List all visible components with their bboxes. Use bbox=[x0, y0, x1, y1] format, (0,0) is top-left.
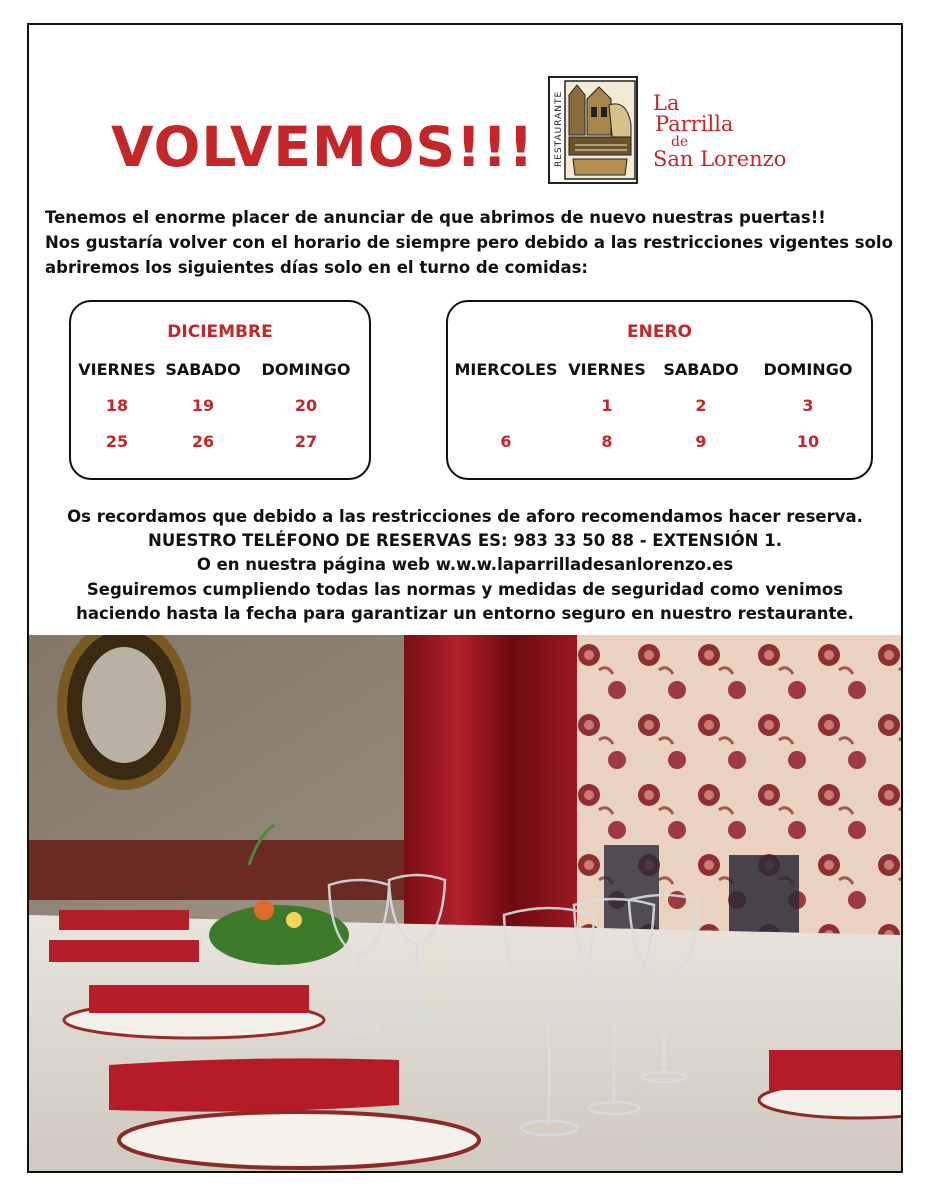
calendar-grid-december bbox=[74, 360, 369, 454]
date-cell: 2 bbox=[695, 396, 707, 415]
weekday-label: VIERNES bbox=[78, 360, 156, 379]
notes-line-1: Os recordamos que debido a las restricciones de aforo recomendamos hacer reserva. bbox=[67, 507, 863, 526]
date-cell: 26 bbox=[191, 432, 215, 451]
date-cell: 18 bbox=[105, 396, 129, 415]
date-cell: 27 bbox=[294, 432, 318, 451]
logo-emblem bbox=[547, 75, 643, 185]
weekday-label: DOMINGO bbox=[261, 360, 351, 379]
calendar-grid-january bbox=[451, 360, 871, 454]
reservation-notes bbox=[29, 505, 901, 626]
logo-line-de: de bbox=[671, 134, 689, 150]
weekday-label: SABADO bbox=[663, 360, 739, 379]
intro-line-2: Nos gustaría volver con el horario de siempre pero debido a las restricciones vigentes solo abriremos los siguientes días solo en el turno de comidas: bbox=[45, 233, 893, 277]
logo-wordmark bbox=[653, 93, 786, 170]
date-cell: 10 bbox=[796, 432, 820, 451]
date-cell: 9 bbox=[695, 432, 707, 451]
intro-text bbox=[45, 205, 895, 280]
headline: VOLVEMOS!!! bbox=[111, 115, 535, 179]
month-title-january: ENERO bbox=[627, 322, 692, 342]
month-title-december: DICIEMBRE bbox=[167, 322, 273, 342]
reservation-phone: NUESTRO TELÉFONO DE RESERVAS ES: 983 33 50 88 - EXTENSIÓN 1. bbox=[148, 531, 782, 551]
calendar-january bbox=[446, 300, 873, 480]
weekday-label: VIERNES bbox=[568, 360, 646, 379]
date-cell: 25 bbox=[105, 432, 129, 451]
date-cell bbox=[451, 396, 561, 418]
notes-line-5: haciendo hasta la fecha para garantizar un entorno seguro en nuestro restaurante. bbox=[76, 603, 854, 623]
date-cell: 6 bbox=[500, 432, 512, 451]
dining-room-photo bbox=[29, 635, 901, 1173]
flyer bbox=[27, 23, 903, 1173]
date-cell: 3 bbox=[802, 396, 814, 415]
weekday-label: MIERCOLES bbox=[454, 360, 558, 379]
date-cell: 1 bbox=[601, 396, 613, 415]
logo-vertical-label: RESTAURANTE bbox=[554, 90, 564, 167]
weekday-label: DOMINGO bbox=[763, 360, 853, 379]
calendar-december bbox=[69, 300, 371, 480]
weekday-label: SABADO bbox=[165, 360, 241, 379]
logo-line-parrilla: Parrilla bbox=[655, 112, 734, 136]
logo-line-san-lorenzo: San Lorenzo bbox=[653, 147, 787, 171]
notes-line-4: Seguiremos cumpliendo todas las normas y medidas de seguridad como venimos bbox=[86, 579, 844, 599]
restaurant-logo bbox=[547, 75, 847, 185]
website-line: O en nuestra página web w.w.w.laparrilladesanlorenzo.es bbox=[196, 555, 734, 575]
date-cell: 19 bbox=[191, 396, 215, 415]
date-cell: 20 bbox=[294, 396, 318, 415]
intro-line-1: Tenemos el enorme placer de anunciar de que abrimos de nuevo nuestras puertas!! bbox=[45, 208, 826, 227]
logo-line-la: La bbox=[653, 91, 680, 115]
date-cell: 8 bbox=[601, 432, 613, 451]
